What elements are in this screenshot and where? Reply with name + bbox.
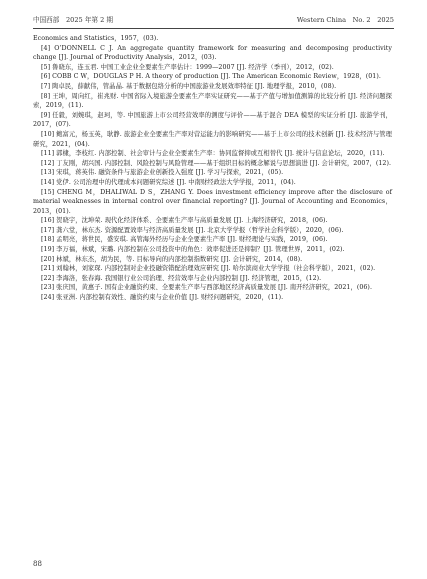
reference-item: [13] 宋琪，蒋英伟. 融资条件与旅游企业创新投入强度 [J]. 学习与探索，2021，(05). — [41, 169, 284, 177]
running-header — [33, 12, 394, 26]
reference-item: [20] 林斌，林东杰，胡为民，等. 目标导向的内部控制指数研究 [J]. 会计研究，2014，(08). — [41, 255, 303, 263]
reference-list — [33, 34, 392, 303]
reference-item: [15] CHENG M，DHALIWAL D S，ZHANG Y. Does investment efficiency improve after the disclosure of material weaknesses in internal control over financial reporting? [J]. Journal of Accounting and Economics，2013，(01). — [33, 188, 392, 215]
reference-item: [22] 李海洛，张春海. 我国银行业公司治理、经营效率与企业内部控制 [J]. 经济管理，2015，(12). — [41, 274, 322, 282]
reference-item: [8] 王坤，周向红，崔兆财. 中国省际入境旅游全要素生产率实证研究——基于产值与增加值测算的比较分析 [J]. 经济问题探索，2019，(11). — [33, 92, 392, 110]
reference-item: [7] 陶卓民，薛献伟，管晶晶. 基于数据包络分析的中国旅游业发展效率特征 [J]. 地理学报，2010，(08). — [41, 82, 337, 90]
reference-item: [12] 丁友刚，胡兴国. 内部控制、风险控制与风险管理——基于组织目标的概念解说与思想演进 [J]. 会计研究，2007，(12). — [41, 159, 392, 167]
reference-item: [18] 孟明亮，蒋世民，盛安琪. 高管海外经历与企业全要素生产率 [J]. 财经理论与实践，2019，(06). — [41, 236, 328, 244]
reference-item: [9] 任毅，刘婉琪，赵珂，等. 中国旅游上市公司经营效率的测度与评价——基于混合 DEA 模型的实证分析 [J]. 旅游学刊，2017，(07). — [33, 111, 392, 129]
page-number: 88 — [33, 560, 42, 568]
header-divider — [33, 28, 394, 29]
reference-item: [10] 鲍富元，杨玉英，耿静. 旅游企业全要素生产率对营运能力的影响研究——基于上市公司的技术创新 [J]. 技术经济与管理研究，2021，(04). — [33, 130, 392, 148]
reference-item: Economics and Statistics，1957，(03). — [33, 35, 159, 42]
reference-item: [19] 李万福，林斌，宋璐. 内部控制在公司投资中的角色：效率促进还是抑制？[J]. 管理世界，2011，(02). — [41, 246, 345, 254]
header-journal-issue-cn: 中国西部 2025 年第 2 期 — [33, 16, 114, 24]
reference-item: [23] 张庆国，黄惠子. 国有企业融资约束、全要素生产率与西部地区经济高质量发展 [J]. 南开经济研究，2021，(06). — [41, 284, 372, 292]
header-journal-issue-en: Western China No. 2 2025 — [296, 16, 394, 24]
reference-item: [5] 鲁晓东，连玉君. 中国工业企业全要素生产率估计：1999—2007 [J]. 经济学（季刊），2012，(02). — [41, 63, 334, 71]
reference-item: [24] 张亚洲. 内部控制有效性、融资约束与企业价值 [J]. 财经问题研究，2020，(11). — [41, 294, 284, 302]
reference-item: [6] COBB C W，DOUGLAS P H. A theory of production [J]. The American Economic Review，1928，(01). — [41, 73, 381, 81]
reference-item: [21] 刘翰林，刘家琛. 内部控制对企业投融资错配治理效应研究 [J]. 哈尔滨商业大学学报（社会科学版），2021，(02). — [41, 265, 376, 273]
reference-item: [14] 党伊. 公司治理中的代理成本问题研究综述 [J]. 中南财经政法大学学报，2011，(04). — [41, 178, 296, 186]
reference-item: [4] O’DONNELL C J. An aggregate quantity framework for measuring and decomposing productivity change [J]. Journal of Productivity Analysis，2012，(03). — [33, 44, 392, 62]
reference-item: [17] 龚六堂，林东杰. 资源配置效率与经济高质量发展 [J]. 北京大学学报（哲学社会科学版），2020，(06). — [41, 226, 344, 234]
reference-item: [16] 贺晓宇，沈坤荣. 现代化经济体系、全要素生产率与高质量发展 [J]. 上海经济研究，2018，(06). — [41, 217, 328, 225]
reference-item: [11] 郭棣，李枝红. 内部控制、社会审计与企业全要素生产率：协同监督抑或互相替代 [J]. 统计与信息论坛，2020，(11). — [41, 150, 385, 158]
